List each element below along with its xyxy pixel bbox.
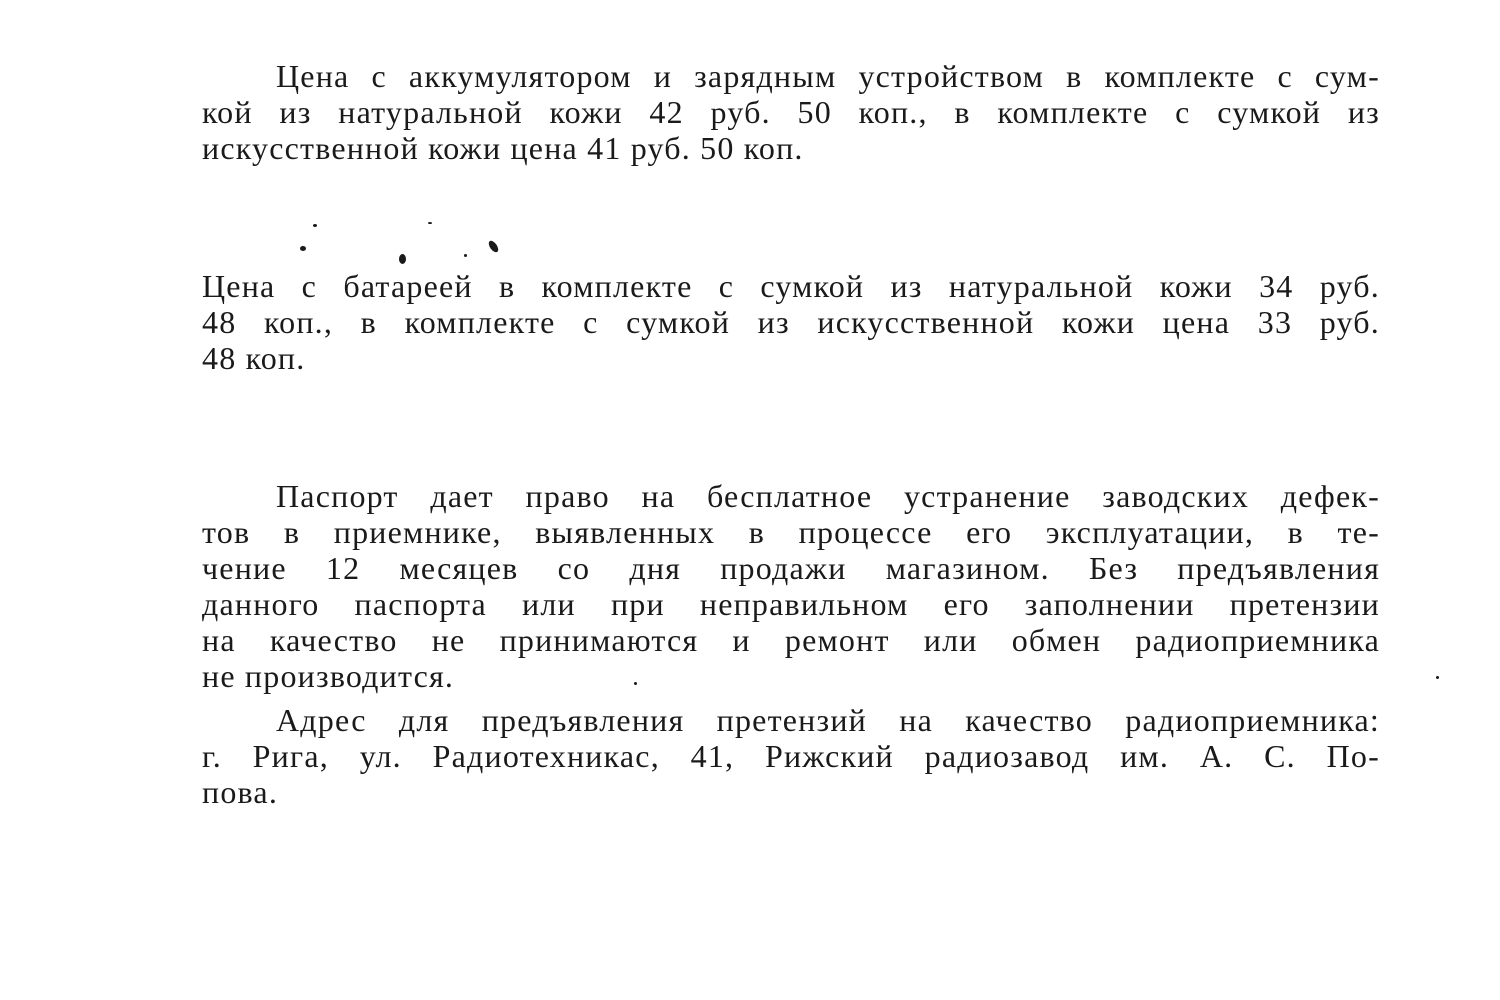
print-speck bbox=[487, 239, 500, 254]
text-line: пова. bbox=[202, 774, 279, 810]
text-line: г. Рига, ул. Радиотехникас, 41, Рижский радиозавод им. А. С. По- bbox=[202, 738, 1380, 774]
text-line: Паспорт дает право на бесплатное устранение заводских дефек- bbox=[276, 478, 1380, 514]
print-speck bbox=[300, 246, 306, 251]
text-line: кой из натуральной кожи 42 руб. 50 коп., в комплекте с сумкой из bbox=[202, 94, 1380, 130]
text-line: тов в приемнике, выявленных в процессе его эксплуатации, в те- bbox=[202, 514, 1380, 550]
price-with-battery-paragraph bbox=[202, 268, 1380, 376]
text-line: Цена с аккумулятором и зарядным устройством в комплекте с сум- bbox=[276, 58, 1380, 94]
text-line: Цена с батареей в комплекте с сумкой из натуральной кожи 34 руб. bbox=[202, 268, 1380, 304]
print-speck bbox=[428, 222, 432, 224]
text-line: чение 12 месяцев со дня продажи магазином. Без предъявления bbox=[202, 550, 1380, 586]
text-line: 48 коп. bbox=[202, 340, 306, 376]
print-speck bbox=[1436, 676, 1439, 679]
text-line: на качество не принимаются и ремонт или обмен радиоприемника bbox=[202, 622, 1380, 658]
print-speck bbox=[313, 224, 317, 227]
passport-terms-paragraph bbox=[202, 478, 1380, 694]
claims-address-paragraph bbox=[202, 702, 1380, 810]
print-speck bbox=[464, 254, 467, 257]
text-line: 48 коп., в комплекте с сумкой из искусственной кожи цена 33 руб. bbox=[202, 304, 1380, 340]
price-with-accumulator-paragraph bbox=[202, 58, 1380, 166]
text-line: Адрес для предъявления претензий на качество радиоприемника: bbox=[276, 702, 1380, 738]
print-speck bbox=[399, 254, 406, 264]
text-line: искусственной кожи цена 41 руб. 50 коп. bbox=[202, 130, 804, 166]
text-line: данного паспорта или при неправильном его заполнении претензии bbox=[202, 586, 1380, 622]
text-line: не производится. bbox=[202, 658, 455, 694]
